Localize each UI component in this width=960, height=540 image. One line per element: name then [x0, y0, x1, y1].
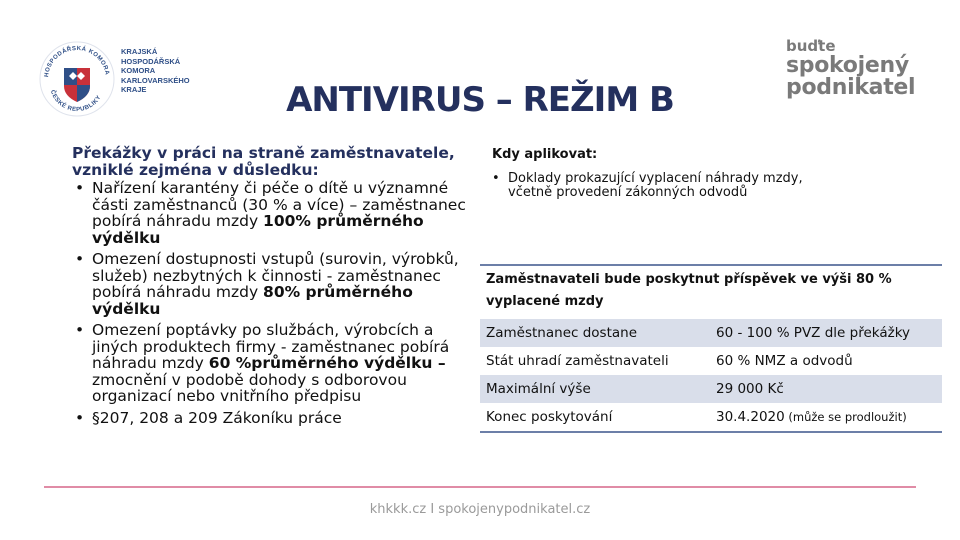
logo-line: KRAJSKÁ: [121, 47, 158, 56]
table-cell-value: 60 % NMZ a odvodů: [716, 353, 853, 369]
table-cell-label: Stát uhradí zaměstnavateli: [486, 353, 669, 369]
footer-links: khkkk.cz I spokojenypodnikatel.cz: [369, 502, 591, 517]
footer-divider: [44, 486, 916, 488]
svg-text:HOSPODÁŘSKÁ KOMORA: HOSPODÁŘSKÁ KOMORA: [43, 45, 110, 78]
brand-line-2: spokojený: [786, 53, 909, 78]
svg-text:ČESKÉ REPUBLIKY: ČESKÉ REPUBLIKY: [48, 89, 103, 114]
table-cell-value: 60 - 100 % PVZ dle překážky: [716, 325, 911, 341]
obstacles-heading: Překážky v práci na straně zaměstnavatele, vzniklé zejména v důsledku:: [72, 144, 455, 179]
logo-line: KARLOVARSKÉHO: [121, 75, 190, 85]
table-header: Zaměstnavateli bude poskytnut příspěvek ve výši 80 % vyplacené mzdy: [486, 272, 892, 309]
table-cell-label: Zaměstnanec dostane: [486, 325, 637, 341]
list-item: • Omezení poptávky po službách, výrobcích a jiných produktech firmy - zaměstnanec pobírá náhradu mzdy 60 %průměrného výdělku – zmocnění v podobě dohody s odborovou organizací nebo vnitřního předpisu: [75, 321, 450, 405]
logo-line: HOSPODÁŘSKÁ: [121, 56, 181, 66]
apply-bullet-text: Doklady prokazující vyplacení náhrady mzdy, včetně provedení zákonných odvodů: [508, 171, 803, 200]
apply-heading: Kdy aplikovat:: [492, 147, 598, 162]
table-row: [480, 375, 942, 403]
table-cell-label: Konec poskytování: [486, 409, 613, 425]
apply-bullet: • Doklady prokazující vyplacení náhrady mzdy, včetně provedení zákonných odvodů: [492, 172, 812, 200]
list-item: • §207, 208 a 209 Zákoníku práce: [75, 408, 342, 427]
table-cell-label: Maximální výše: [486, 381, 591, 397]
table-row: [480, 347, 942, 375]
table-row: [480, 319, 942, 347]
brand-line-3: podnikatel: [786, 75, 916, 100]
table-cell-value: 29 000 Kč: [716, 381, 784, 397]
brand-line-1: buďte: [786, 37, 836, 55]
obstacles-section: [72, 145, 467, 431]
logo-line: KRAJE: [121, 85, 147, 94]
list-item: • Nařízení karantény či péče o dítě u významné části zaměstnanců (30 % a více) – zaměstnanec pobírá náhradu mzdy 100% průměrného výdělku: [75, 179, 466, 247]
list-item: • Omezení dostupnosti vstupů (surovin, výrobků, služeb) nezbytných k činnosti - zaměstnanec pobírá náhradu mzdy 80% průměrného výdělku: [75, 250, 459, 318]
contribution-table: [480, 264, 942, 433]
table-cell-value: 30.4.2020 (může se prodloužit): [716, 409, 907, 425]
obstacles-list: [72, 180, 467, 426]
table-cell-note: (může se prodloužit): [784, 410, 907, 424]
slide-title: ANTIVIRUS – REŽIM B: [286, 80, 674, 120]
logo-line: KOMORA: [121, 66, 156, 75]
table-row: [480, 403, 942, 431]
